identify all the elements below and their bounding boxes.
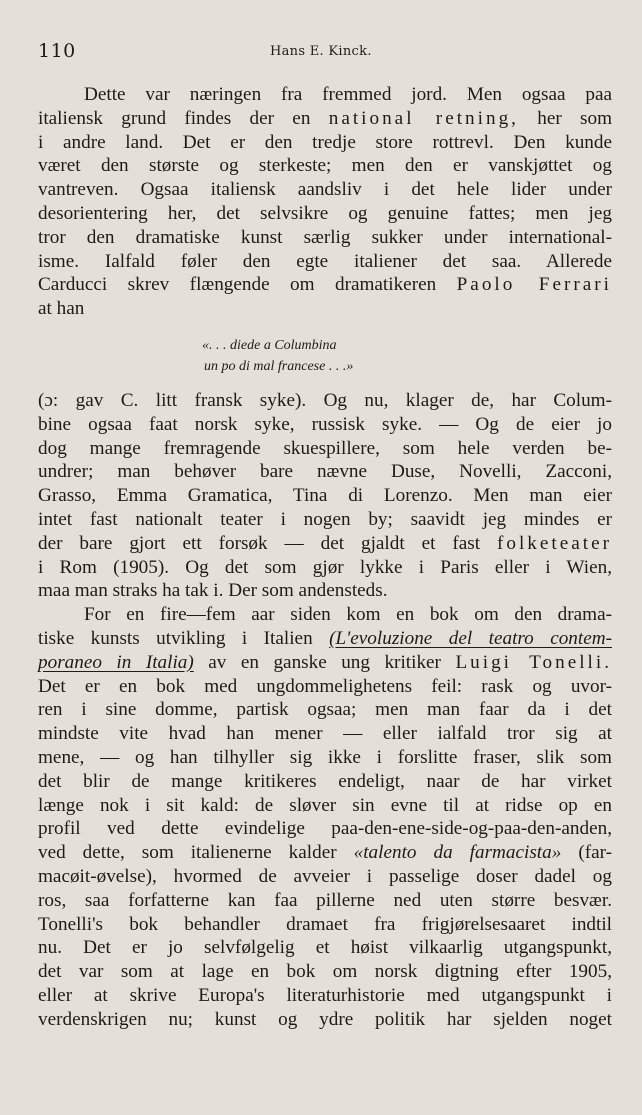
paragraph-3 — [38, 603, 612, 1031]
text-line: profil ved dette evindelige paa-den-ene-side-og-paa-den-anden, — [38, 818, 612, 840]
text-line: undrer; man behøver bare nævne Duse, Novelli, Zacconi, — [38, 461, 612, 483]
text-line: mindste vite hvad han mener — eller ialfald tror sig at — [38, 723, 612, 745]
text-line: længe nok i sit kald: de sløver sin evne til at ridse op en — [38, 794, 612, 816]
page-header — [38, 40, 612, 70]
body-text — [38, 83, 612, 1031]
running-title: Hans E. Kinck. — [270, 44, 372, 59]
paragraph-1 — [38, 83, 612, 321]
text-line: intet fast nationalt teater i nogen by; saavidt jeg mindes er — [38, 508, 612, 530]
paragraph-2 — [38, 389, 612, 603]
text-line: tror den dramatiske kunst særlig sukker under international- — [38, 226, 612, 248]
text-line: dog mange fremragende skuespillere, som hele verden be- — [38, 437, 612, 459]
text-line: at han — [38, 298, 85, 320]
text-line: Carducci skrev flængende om dramatikeren Paolo Ferrari — [38, 274, 612, 296]
text-line: det var som at lage en bok om norsk digtning efter 1905, — [38, 961, 612, 983]
text-line: poraneo in Italia) av en ganske ung kritiker Luigi Tonelli. — [38, 651, 613, 673]
text-line: macøit-øvelse), hvormed de avveier i passelige doser dadel og — [38, 865, 612, 887]
text-line: Det er en bok med ungdommelighetens feil: rask og uvor- — [38, 675, 612, 697]
text-line: desorientering her, det selvsikre og genuine fattes; men jeg — [38, 202, 612, 224]
text-line: i Rom (1905). Og det som gjør lykke i Paris eller i Wien, — [38, 556, 612, 578]
spaced-emphasis: Paolo Ferrari — [456, 274, 612, 296]
verse-quote — [38, 335, 612, 377]
text-line: verdenskrigen nu; kunst og ydre politik har sjelden noget — [38, 1008, 612, 1030]
text-line: ros, saa forfatterne kan faa pillerne ned uten større besvær. — [38, 889, 612, 911]
text-line: eller at skrive Europa's literaturhistorie med utgangspunkt i — [38, 984, 612, 1006]
text-line: nu. Det er jo selvfølgelig et høist vilkaarlig utgangspunkt, — [38, 937, 612, 959]
text-line: (ɔ: gav C. litt fransk syke). Og nu, klager de, har Colum- — [38, 389, 612, 411]
spaced-emphasis: folketeater — [496, 532, 613, 554]
text-line: tiske kunsts utvikling i Italien (L'evoluzione del teatro contem- — [38, 627, 612, 649]
text-line: Tonelli's bok behandler dramaet fra frigjørelsesaaret indtil — [38, 913, 612, 935]
italic-phrase: «talento da farmacista» — [353, 842, 562, 864]
text-line: i andre land. Det er den tredje store rottrevl. Den kunde — [38, 131, 612, 153]
text-line: For en fire—fem aar siden kom en bok om den drama- — [84, 604, 612, 626]
spaced-emphasis: Luigi Tonelli. — [455, 651, 613, 673]
text-line: Grasso, Emma Gramatica, Tina di Lorenzo. Men man eier — [38, 485, 612, 507]
text-line: været den største og sterkeste; men den er vanskjøttet og — [38, 155, 612, 177]
text-line: ved dette, som italienerne kalder «talento da farmacista» (far- — [38, 842, 613, 864]
text-line: Dette var næringen fra fremmed jord. Men ogsaa paa — [84, 84, 612, 105]
text-line: ren i sine domme, partisk ogsaa; men man faar da i det — [38, 699, 612, 721]
text-line: isme. Ialfald føler den egte italiener det saa. Allerede — [38, 250, 612, 272]
text-line: maa man straks ha tak i. Der som andensteds. — [38, 580, 388, 602]
text-line: mene, — og han tilhyller sig ikke i forslitte fraser, slik som — [38, 746, 612, 768]
text-line: vantreven. Ogsaa italiensk aandsliv i det hele lider under — [38, 179, 612, 201]
text-line: italiensk grund findes der en national retning, her som — [38, 107, 613, 129]
text-line: bine ogsaa faat norsk syke, russisk syke. — Og de eier jo — [38, 413, 612, 435]
italic-title: (L'evoluzione del teatro contem- — [329, 627, 612, 649]
text-line: det blir de mange kritikeres endeligt, naar de har virket — [38, 770, 612, 792]
text-line: der bare gjort ett forsøk — det gjaldt et fast folketeater — [38, 532, 613, 554]
spaced-emphasis: national retning, — [328, 107, 519, 129]
quote-line: un po di mal francese . . .» — [204, 358, 354, 374]
page-number: 110 — [38, 40, 76, 62]
italic-title: poraneo in Italia) — [38, 651, 194, 673]
quote-line: «. . . diede a Columbina — [202, 337, 337, 353]
